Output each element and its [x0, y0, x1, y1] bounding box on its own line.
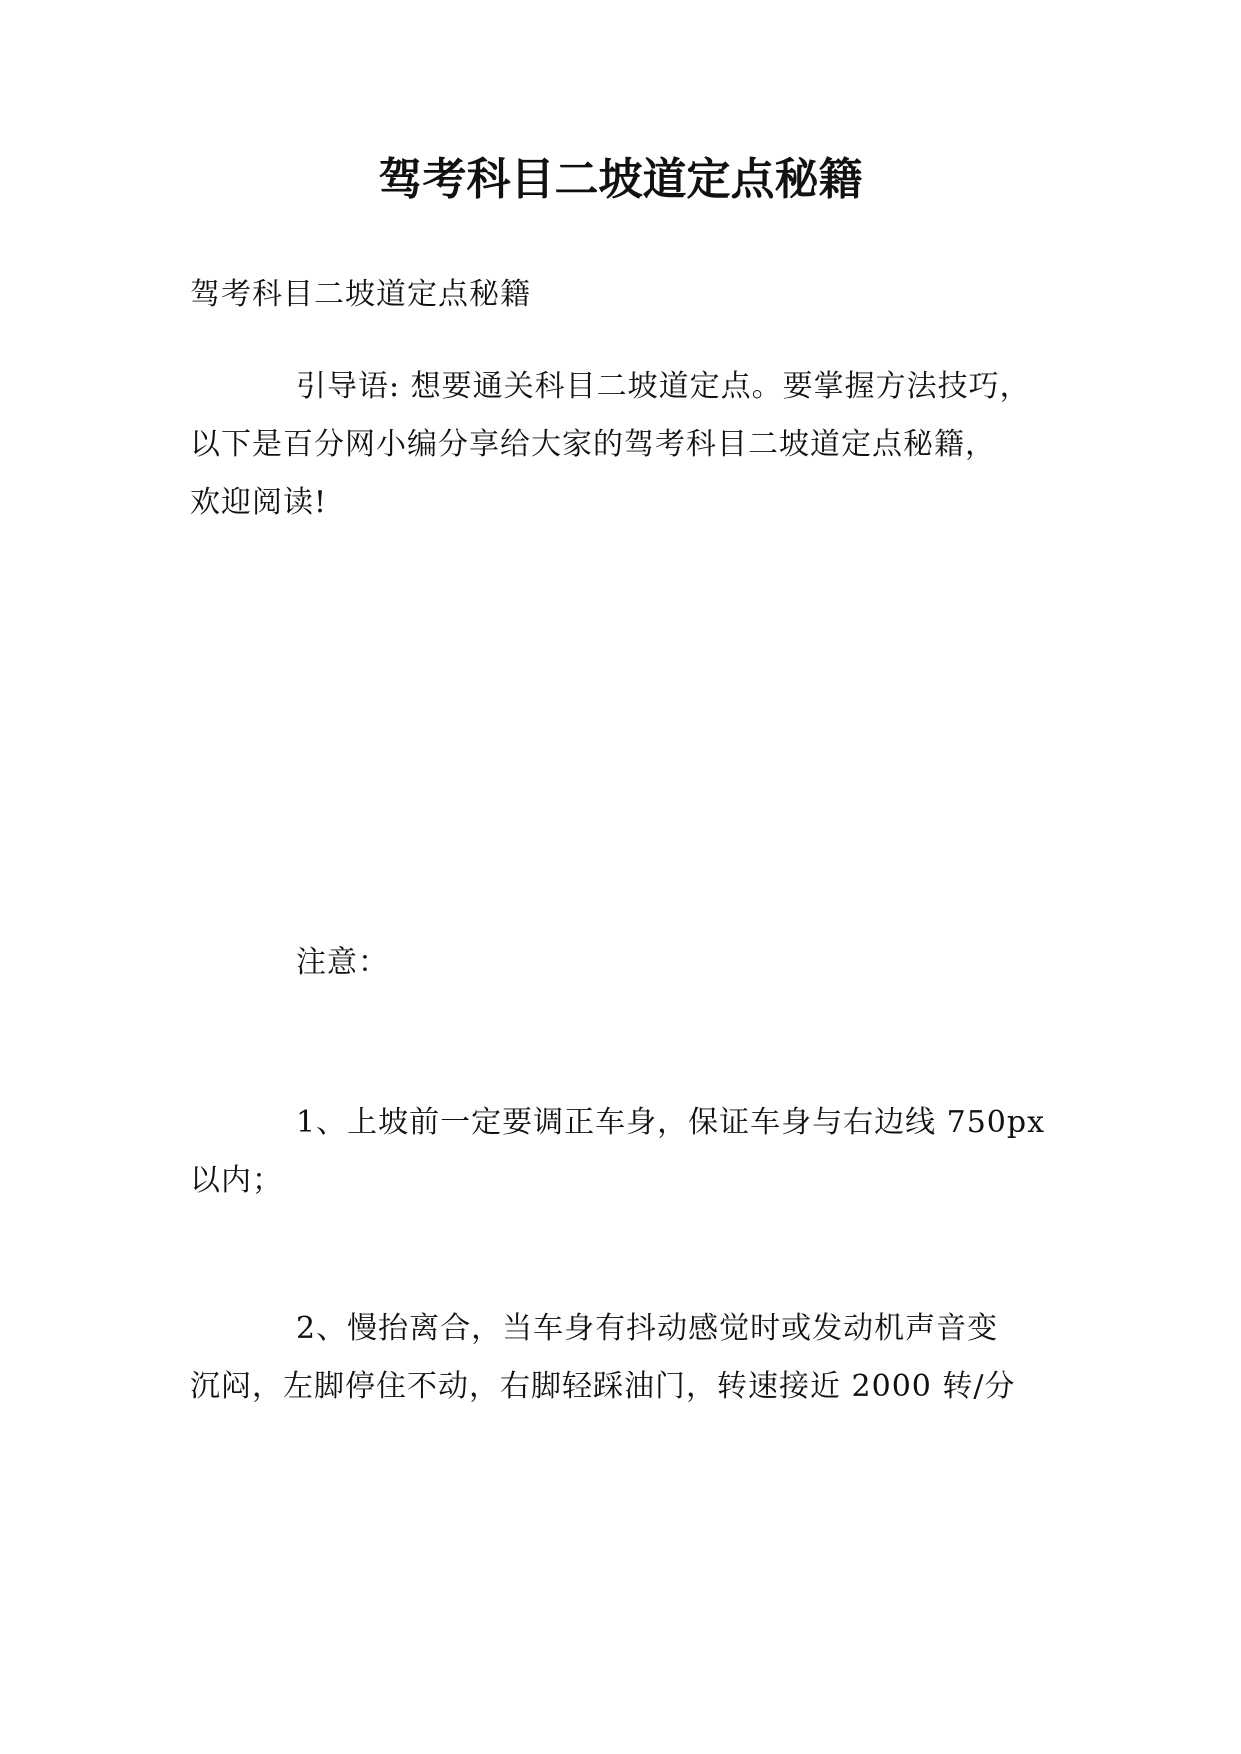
item-2-line-1: 2、慢抬离合，当车身有抖动感觉时或发动机声音变: [296, 1311, 999, 1346]
item-2-paragraph: [190, 1300, 1050, 1416]
intro-paragraph: [190, 358, 1050, 532]
note-label: 注意：: [296, 945, 389, 980]
item-1-line-1: 1、上坡前一定要调正车身，保证车身与右边线 750px: [296, 1105, 1046, 1140]
item-1-line-2: 以内；: [190, 1163, 283, 1198]
intro-line-2: 以下是百分网小编分享给大家的驾考科目二坡道定点秘籍，: [190, 427, 996, 462]
intro-line-1: 引导语: 想要通关科目二坡道定点。要掌握方法技巧，: [296, 369, 1031, 404]
subtitle-text: 驾考科目二坡道定点秘籍: [190, 277, 531, 312]
note-paragraph: [190, 934, 1050, 992]
document-title: 驾考科目二坡道定点秘籍: [378, 154, 863, 205]
subtitle-line: [190, 266, 1050, 324]
intro-line-3: 欢迎阅读!: [190, 485, 328, 520]
item-2-line-2: 沉闷，左脚停住不动，右脚轻踩油门，转速接近 2000 转/分: [190, 1369, 1016, 1404]
item-1-paragraph: [190, 1094, 1050, 1210]
